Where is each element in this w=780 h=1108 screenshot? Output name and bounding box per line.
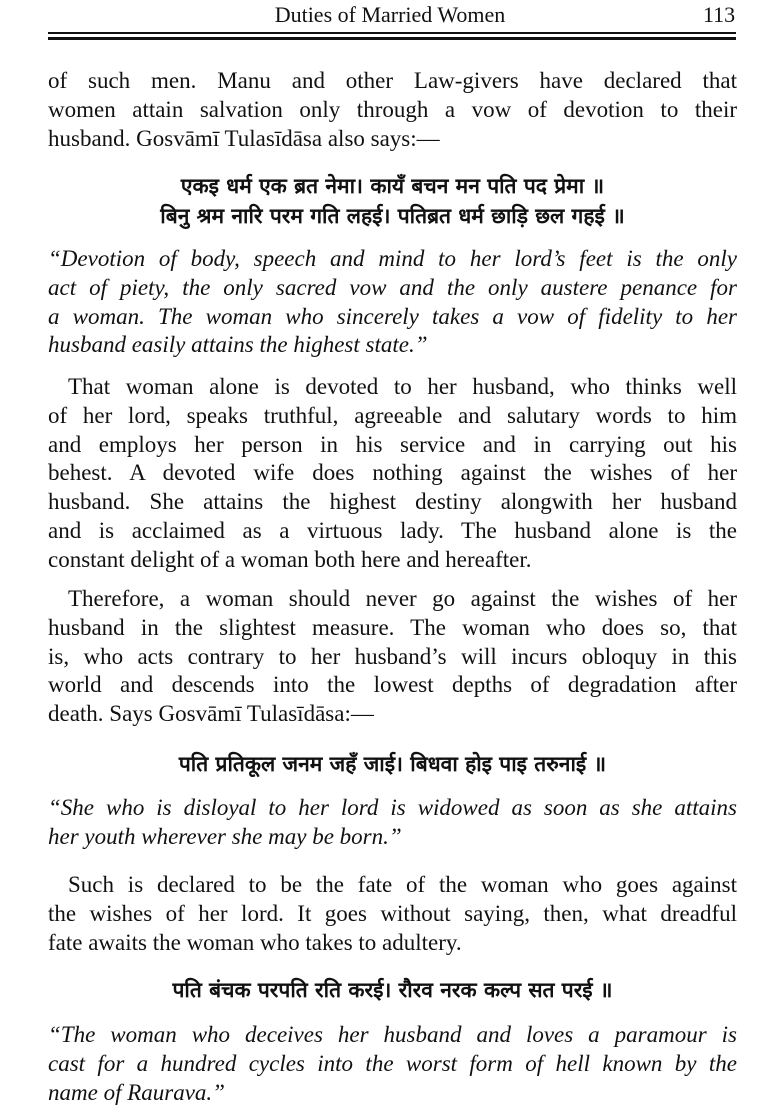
page-number: 113 <box>703 2 736 27</box>
text-line: her youth wherever she may be born.” <box>48 823 402 849</box>
text-line: husband easily attains the highest state.” <box>48 332 428 358</box>
text-line: cast for a hundred cycles into the worst form of hell known by the <box>48 1050 737 1076</box>
text-line: husband in the slightest measure. The woman who does so, that <box>48 614 737 640</box>
text-line: husband. Gosvāmī Tulasīdāsa also says:— <box>48 125 440 151</box>
sanskrit-verse <box>48 171 737 231</box>
text-line: constant delight of a woman both here and hereafter. <box>48 546 532 572</box>
translation-quote <box>48 1021 737 1107</box>
text-line: name of Raurava.” <box>48 1079 225 1105</box>
text-line: पति प्रतिकूल जनम जहँ जाई। बिधवा होइ पाइ तरुनाई ॥ <box>178 752 607 776</box>
text-line: and is acclaimed as a virtuous lady. The husband alone is the <box>48 517 737 543</box>
text-line: act of piety, the only sacred vow and the only austere penance for <box>48 274 737 300</box>
text-line: एकइ धर्म एक ब्रत नेमा। कायँ बचन मन पति पद प्रेमा ॥ <box>180 174 605 198</box>
paragraph <box>48 585 737 729</box>
text-line: Therefore, a woman should never go against the wishes of her <box>68 586 737 611</box>
paragraph <box>48 373 737 575</box>
text-line: a woman. The woman who sincerely takes a vow of fidelity to her <box>48 303 737 329</box>
header-rule <box>48 32 736 34</box>
paragraph <box>48 871 737 957</box>
sanskrit-verse <box>48 975 737 1005</box>
text-line: “Devotion of body, speech and mind to her lord’s feet is the only <box>48 246 737 271</box>
paragraph <box>48 67 737 153</box>
text-line: death. Says Gosvāmī Tulasīdāsa:— <box>48 701 374 727</box>
text-line: and employs her person in his service and in carrying out his <box>48 431 737 457</box>
text-line: of her lord, speaks truthful, agreeable and salutary words to him <box>48 402 737 428</box>
text-line: the wishes of her lord. It goes without saying, then, what dreadful <box>48 900 737 926</box>
translation-quote <box>48 245 737 360</box>
text-line: “The woman who deceives her husband and loves a paramour is <box>48 1022 737 1047</box>
chapter-title: Duties of Married Women <box>274 2 506 27</box>
text-line: “She who is disloyal to her lord is widowed as soon as she attains <box>48 795 737 820</box>
translation-quote <box>48 794 737 852</box>
text-line: Such is declared to be the fate of the woman who goes against <box>68 872 737 897</box>
text-line: बिनु श्रम नारि परम गति लहई। पतिब्रत धर्म छाड़ि छल गहई ॥ <box>160 204 625 228</box>
sanskrit-verse <box>48 749 737 779</box>
text-line: women attain salvation only through a vow of devotion to their <box>48 96 737 122</box>
text-line: world and descends into the lowest depths of degradation after <box>48 672 737 698</box>
text-line: That woman alone is devoted to her husband, who thinks well <box>68 374 737 399</box>
header-rule-thick <box>48 37 736 40</box>
text-line: husband. She attains the highest destiny alongwith her husband <box>48 489 737 515</box>
text-line: पति बंचक परपति रति करई। रौरव नरक कल्प सत परई ॥ <box>172 978 613 1002</box>
text-line: of such men. Manu and other Law-givers have declared that <box>48 68 737 93</box>
text-line: is, who acts contrary to her husband’s will incurs obloquy in this <box>48 643 737 669</box>
text-line: behest. A devoted wife does nothing against the wishes of her <box>48 460 737 486</box>
text-line: fate awaits the woman who takes to adultery. <box>48 929 462 955</box>
